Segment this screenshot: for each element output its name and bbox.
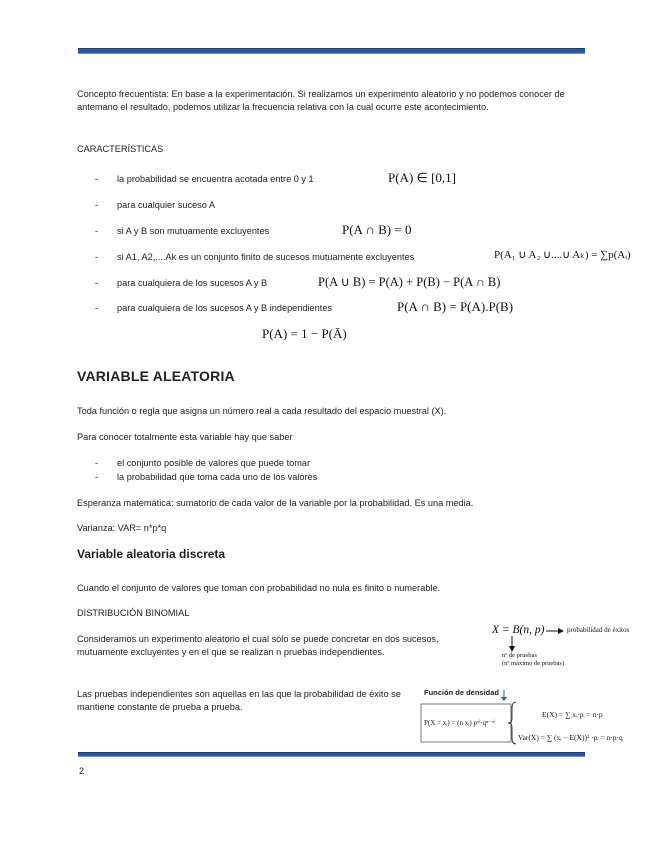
formula-exclusive: P(A ∩ B) = 0 <box>342 222 412 237</box>
list-item: - la probabilidad que toma cada uno de los valores <box>95 472 318 482</box>
list-item: - para cualquiera de los sucesos A y B <box>95 278 268 288</box>
list-item: - para cualquier suceso A <box>95 200 216 210</box>
paragraph: Las pruebas independientes son aquellas en las que la probabilidad de éxito se mantiene constante de prueba a prueba. <box>77 689 401 712</box>
list-item: - la probabilidad se encuentra acotada entre 0 y 1 <box>95 174 314 184</box>
paragraph: Toda función o regla que asigna un número real a cada resultado del espacio muestral (X). <box>77 406 447 416</box>
section-title: VARIABLE ALEATORIA <box>77 368 235 384</box>
formula-complement: P(A) = 1 − P(Ā) <box>262 326 347 341</box>
formula-union-finite: P(A₁ ∪ A₂ ∪....∪ Aₖ) = ∑p(Aᵢ) <box>494 249 631 261</box>
intro-paragraph: Concepto frecuentista: En base a la experimentación. Si realizamos un experimento aleatorio y no podemos conocer de antemano el resultado, podemos utilizar la frecuencia relativa con la cual ocurre este acontecimiento. <box>77 89 565 112</box>
paragraph: Para conocer totalmente esta variable hay que saber <box>77 432 293 442</box>
binomial-formula: X = B(n, p) <box>492 624 545 636</box>
density-title: Función de densidad <box>424 688 500 697</box>
header-rule <box>78 48 585 54</box>
list-item: - si A y B son mutuamente excluyentes <box>95 226 270 236</box>
density-figure <box>420 688 645 748</box>
subsection-title: Variable aleatoria discreta <box>77 547 226 561</box>
formula-union: P(A ∪ B) = P(A) + P(B) − P(A ∩ B) <box>318 275 501 289</box>
list-item: - para cualquiera de los sucesos A y B independientes <box>95 303 333 313</box>
page-number: 2 <box>79 766 85 776</box>
n-pruebas-label: nº de pruebas <box>502 652 537 659</box>
list-item: - el conjunto posible de valores que puede tomar <box>95 458 311 468</box>
variance-formula: Var(X) = ∑ (xᵢ − E(X))² ·pᵢ = n·p·q <box>518 733 623 742</box>
density-formula: P(X = xᵢ) = (n xᵢ) pˣⁱ·qⁿ⁻ˣⁱ <box>424 719 496 727</box>
binomial-notation-figure <box>488 624 643 672</box>
paragraph: Consideramos un experimento aleatorio el cual sólo se puede concretar en dos sucesos, mutuamente excluyentes y en el que se realizan n pruebas independientes. <box>77 634 439 657</box>
formula-bounded: P(A) ∈ [0,1] <box>388 170 457 185</box>
caracteristicas-heading: CARACTERÍSTICAS <box>77 144 164 154</box>
expectation-formula: E(X) = ∑ xᵢ·pᵢ = n·p <box>542 710 603 719</box>
footer-rule <box>78 752 585 757</box>
n-max-label: (nº máximo de pruebas) <box>502 660 565 667</box>
prob-exitos-label: probabilidad de éxitos <box>567 626 630 634</box>
list-item: - si A1, A2,....Ak es un conjunto finito de sucesos mutuamente excluyentes <box>95 252 415 262</box>
paragraph: Esperanza matemática: sumatorio de cada valor de la variable por la probabilidad. Es una media. <box>77 498 474 508</box>
formula-independent: P(A ∩ B) = P(A).P(B) <box>397 299 514 314</box>
paragraph: Varianza: VAR= n*p*q <box>77 523 167 533</box>
paragraph: Cuando el conjunto de valores que toman con probabilidad no nula es finito o numerable. <box>77 583 441 593</box>
paragraph: DISTRIBUCIÓN BINOMIAL <box>77 608 190 618</box>
